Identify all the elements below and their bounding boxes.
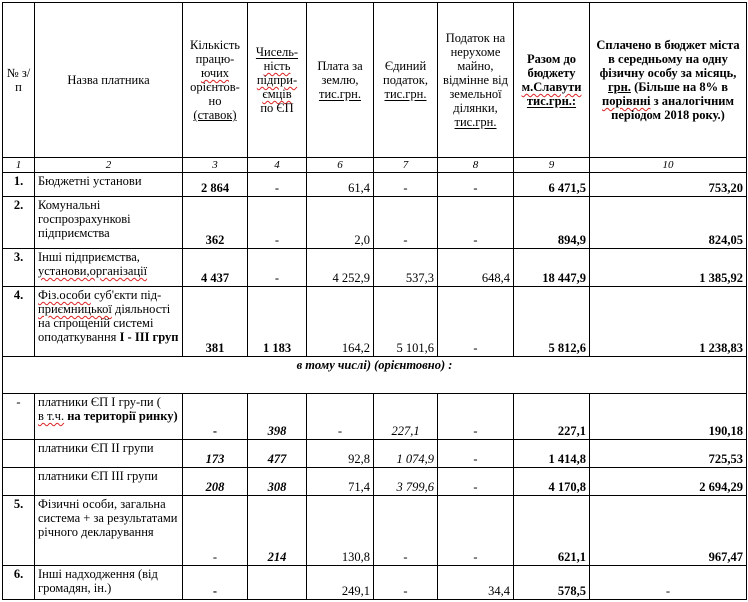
header-number: № з/п	[3, 3, 35, 158]
table-row: 3. Інші підприємства, установи,організації 4 437 - 4 252,9 537,3 648,4 18 447,9 1 385,92	[3, 249, 747, 287]
table-row: 5. Фізичні особи, загальна система + за результатами річного декларування - 214 130,8 - - 621,1 967,47	[3, 496, 747, 566]
table-row: 2. Комунальні госпрозрахункові підприємства 362 - 2,0 - - 894,9 824,05	[3, 197, 747, 249]
header-entrepreneurs: Чисель- ність підпри- ємців по ЄП	[248, 3, 307, 158]
budget-table	[2, 2, 747, 600]
header-property-tax: Податок на нерухоме майно, відмінне від земельної ділянки, тис.грн.	[438, 3, 514, 158]
header-land-fee: Плата за землю, тис.грн.	[307, 3, 374, 158]
subheading-row	[3, 357, 747, 394]
table-row: - платники ЄП І гру-пи ( в т.ч. на території ринку) - 398 - 227,1 - 227,1 190,18	[3, 394, 747, 440]
table-row: 6. Інші надходження (від громадян, ін.) - 249,1 - 34,4 578,5 -	[3, 566, 747, 600]
header-row	[3, 3, 747, 158]
table-row: 4. Фіз.особи суб'єкти під- приємницької діяльності на спрощеній системі оподаткування І - ІІІ груп 381 1 183 164,2 5 101,6 - 5 812,6 1 238,83	[3, 287, 747, 357]
header-name: Назва платника	[35, 3, 183, 158]
header-single-tax: Єдиний податок, тис.грн.	[374, 3, 438, 158]
table-row: платники ЄП ІІІ групи 208 308 71,4 3 799,6 - 4 170,8 2 694,29	[3, 468, 747, 496]
subheading-text: в тому числі) (орієнтовно) :	[3, 357, 747, 394]
header-paid-per-person: Сплачено в бюджет міста в середньому на одну фізичну особу за місяць, грн. (Більше на 8% в порівнні з аналогічним періодом 2018 року.)	[590, 3, 747, 158]
header-staff: Кількість працю- ючих орієнтов- но (ставок)	[183, 3, 248, 158]
header-total: Разом до бюджету м.Славути тис.грн.:	[514, 3, 590, 158]
table-row: платники ЄП ІІ групи 173 477 92,8 1 074,9 - 1 414,8 725,53	[3, 440, 747, 468]
table-row: 1. Бюджетні установи 2 864 - 61,4 - - 6 471,5 753,20	[3, 173, 747, 197]
column-index-row: 1 2 3 4 6 7 8 9 10	[3, 158, 747, 173]
